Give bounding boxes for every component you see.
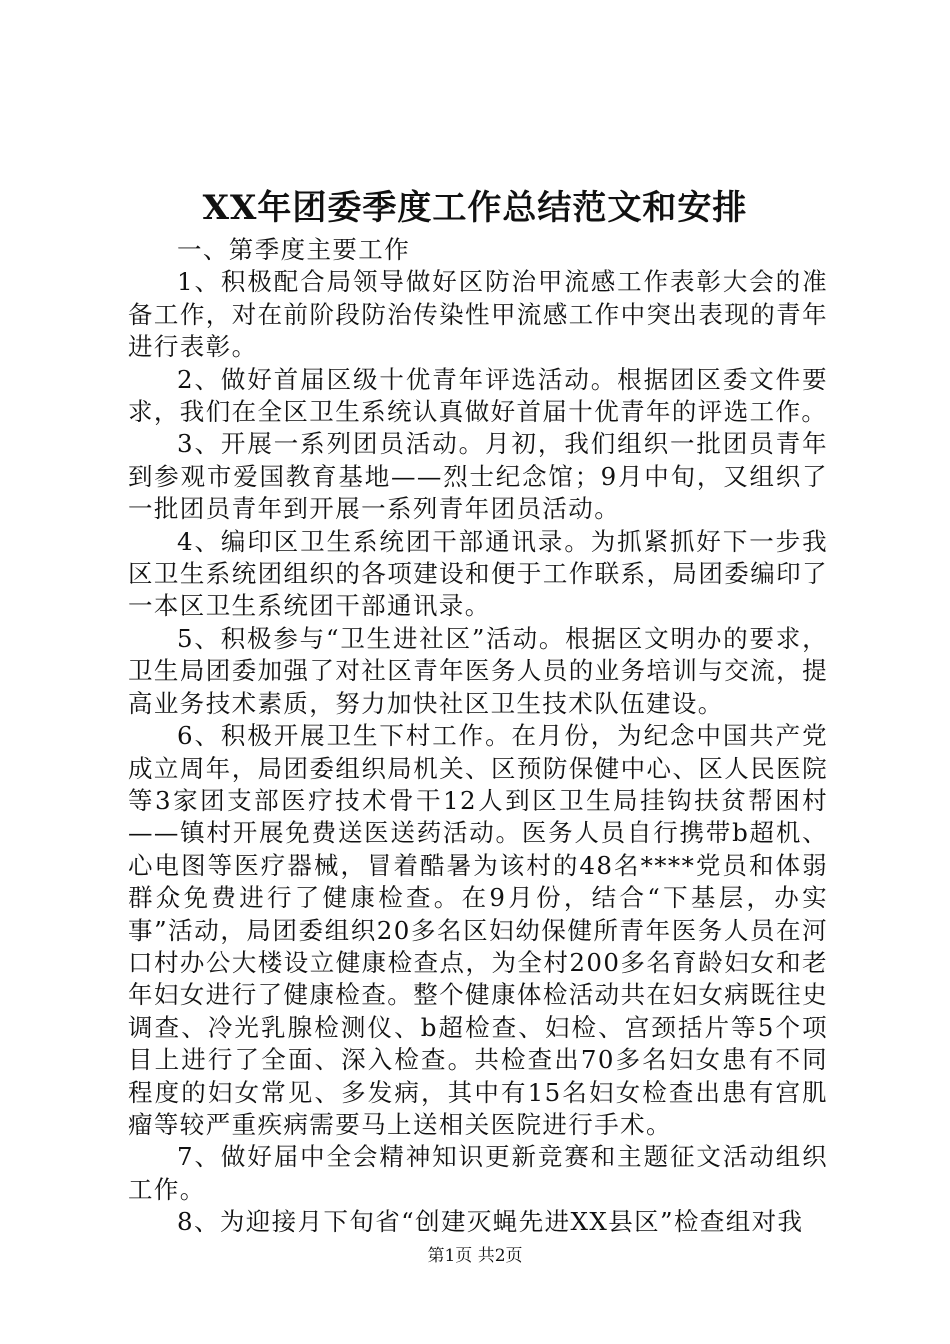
paragraph-4: 4、编印区卫生系统团干部通讯录。为抓紧抓好下一步我区卫生系统团组织的各项建设和便于工作联系，局团委编印了一本区卫生系统团干部通讯录。	[128, 526, 828, 621]
paragraph-2: 2、做好首届区级十优青年评选活动。根据团区委文件要求，我们在全区卫生系统认真做好首届十优青年的评选工作。	[128, 364, 828, 427]
paragraph-6: 6、积极开展卫生下村工作。在月份，为纪念中国共产党成立周年，局团委组织局机关、区预防保健中心、区人民医院等3家团支部医疗技术骨干12人到区卫生局挂钩扶贫帮困村——镇村开展免费送医送药活动。医务人员自行携带b超机、心电图等医疗器械，冒着酷暑为该村的48名****党员和体弱群众免费进行了健康检查。在9月份，结合“下基层，办实事”活动，局团委组织20多名区妇幼保健所青年医务人员在河口村办公大楼设立健康检查点，为全村200多名育龄妇女和老年妇女进行了健康检查。整个健康体检活动共在妇女病既往史调查、冷光乳腺检测仪、b超检查、妇检、宫颈括片等5个项目上进行了全面、深入检查。共检查出70多名妇女患有不同程度的妇女常见、多发病，其中有15名妇女检查出患有宫肌瘤等较严重疾病需要马上送相关医院进行手术。	[128, 721, 828, 1139]
section-heading: 一、第季度主要工作	[177, 235, 411, 264]
paragraph-1: 1、积极配合局领导做好区防治甲流感工作表彰大会的准备工作，对在前阶段防治传染性甲流感工作中突出表现的青年进行表彰。	[128, 267, 828, 362]
paragraph-7: 7、做好届中全会精神知识更新竞赛和主题征文活动组织工作。	[128, 1142, 828, 1204]
paragraph-5: 5、积极参与“卫生进社区”活动。根据区文明办的要求，卫生局团委加强了对社区青年医务人员的业务培训与交流，提高业务技术素质，努力加快社区卫生技术队伍建设。	[128, 623, 828, 718]
page-footer: 第1页 共2页	[427, 1246, 523, 1266]
document-title: XX年团委季度工作总结范文和安排	[202, 188, 748, 228]
document-body	[128, 234, 828, 1239]
paragraph-3: 3、开展一系列团员活动。月初，我们组织一批团员青年到参观市爱国教育基地——烈士纪念馆；9月中旬，又组织了一批团员青年到开展一系列青年团员活动。	[128, 429, 828, 524]
paragraph-8: 8、为迎接月下旬省“创建灭蝇先进XX县区”检查组对我	[177, 1207, 804, 1237]
